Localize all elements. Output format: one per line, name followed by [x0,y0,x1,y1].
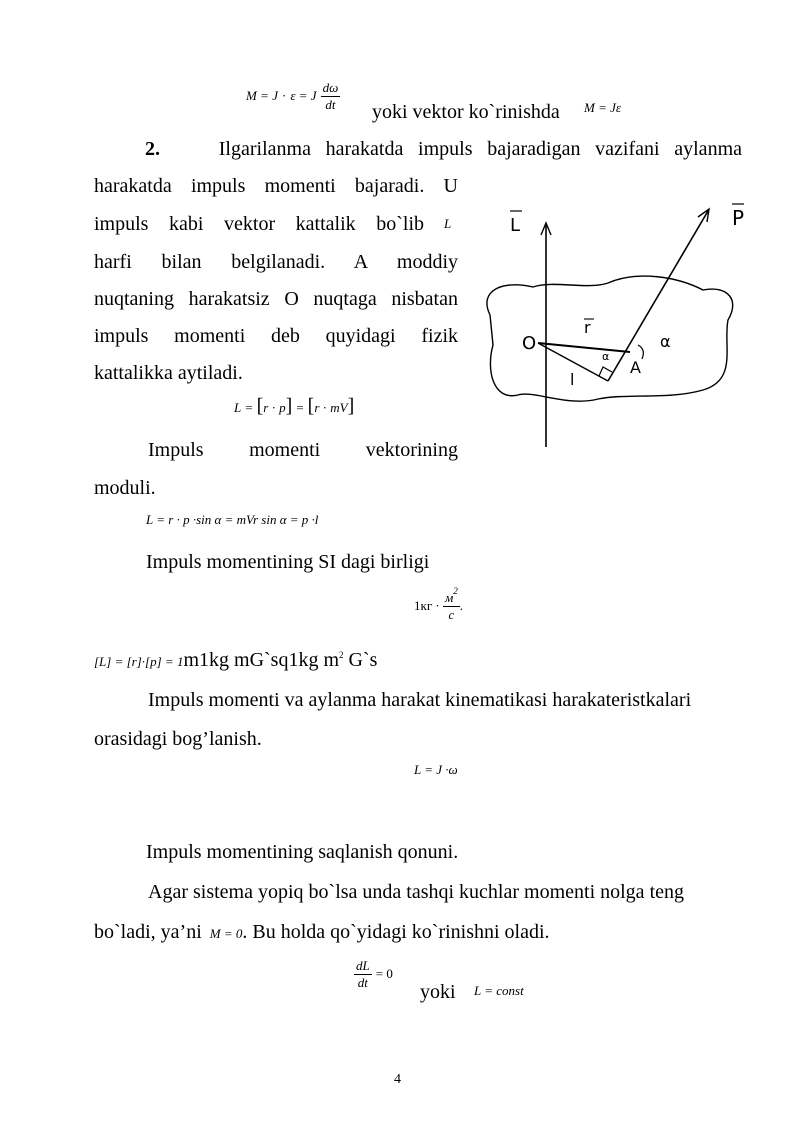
para2-line2: harakatda impuls momenti bajaradi. U [94,175,458,197]
para2-line6: impuls momenti deb quyidagi fizik [94,325,458,347]
para2-line7: kattalikka aytiladi. [94,362,243,384]
eq-L-const: L = const [474,983,524,998]
eq-dLdt-zero: $\frac{dL}{dt}$ = 0 [356,958,393,990]
eq-L-J-omega: L = J ·ω [414,762,458,777]
cons-line2: bo`ladi, ya’ni M = 0. Bu holda qo`yidagi ko`rinishni oladi. [94,921,550,943]
para2-line3: impuls kabi vektor kattalik bo`lib [94,213,424,235]
eq-modulus: L = r · p ·sin α = mVr sin α = p ·l [146,512,319,527]
si-bracket-line: [L] = [r]·[p] = 1m1kg mG`sq1kg $m^2$ G`s [94,649,378,671]
eq-vector-form: M = Jε [584,100,621,115]
yoki-text: yoki [420,981,456,1003]
right-angle-mark [599,367,612,376]
yoki-vector-text: yoki vektor ko`rinishda [372,101,560,123]
label-A: A [630,358,641,377]
cons-line1: Agar sistema yopiq bo`lsa unda tashqi kuchlar momenti nolga teng [148,881,684,903]
para2-line5: nuqtaning harakatsiz O nuqtaga nisbatan [94,288,458,310]
label-alpha-outer: α [660,332,671,351]
section-number: 2. [145,138,160,160]
label-alpha-inner: α [602,350,610,363]
label-P: P [732,206,745,230]
modul-line1: Impuls momenti vektorining [148,439,458,461]
kin-line2: orasidagi bog’lanish. [94,728,262,750]
eq-moment-top: M = J · ε = J $\frac{d\omega}{dt}$ [246,80,339,112]
modul-line2: moduli. [94,477,156,499]
eq-lhs: M [246,88,257,104]
si-title: Impuls momentining SI dagi birligi [146,551,430,573]
para2-line4: harfi bilan belgilanadi. A moddiy [94,251,458,273]
angular-momentum-diagram [478,195,778,453]
para2-line1: 2. Ilgarilanma harakatda impuls bajaradigan vazifani aylanma [145,138,742,160]
label-O: O [522,333,537,354]
page-number: 4 [394,1072,401,1087]
si-unit-expression: 1кг · $\frac{м^2}{с}$ . [414,586,464,622]
momentum-vector [608,211,708,381]
kin-line1: Impuls momenti va aylanma harakat kinematikasi harakateristkalari [148,689,692,711]
label-r: r [584,318,591,337]
eq-angular-momentum: L = [r · p] = [r · mV] [234,395,355,417]
angle-arc [638,345,643,359]
label-L: L [510,215,521,236]
symbol-L: L [444,216,452,231]
label-l: l [570,370,575,389]
fraction-domega-dt: $\frac{d\omega}{dt}$ [322,80,339,112]
cons-title: Impuls momentining saqlanish qonuni. [146,841,459,863]
diagram-svg [478,195,778,453]
